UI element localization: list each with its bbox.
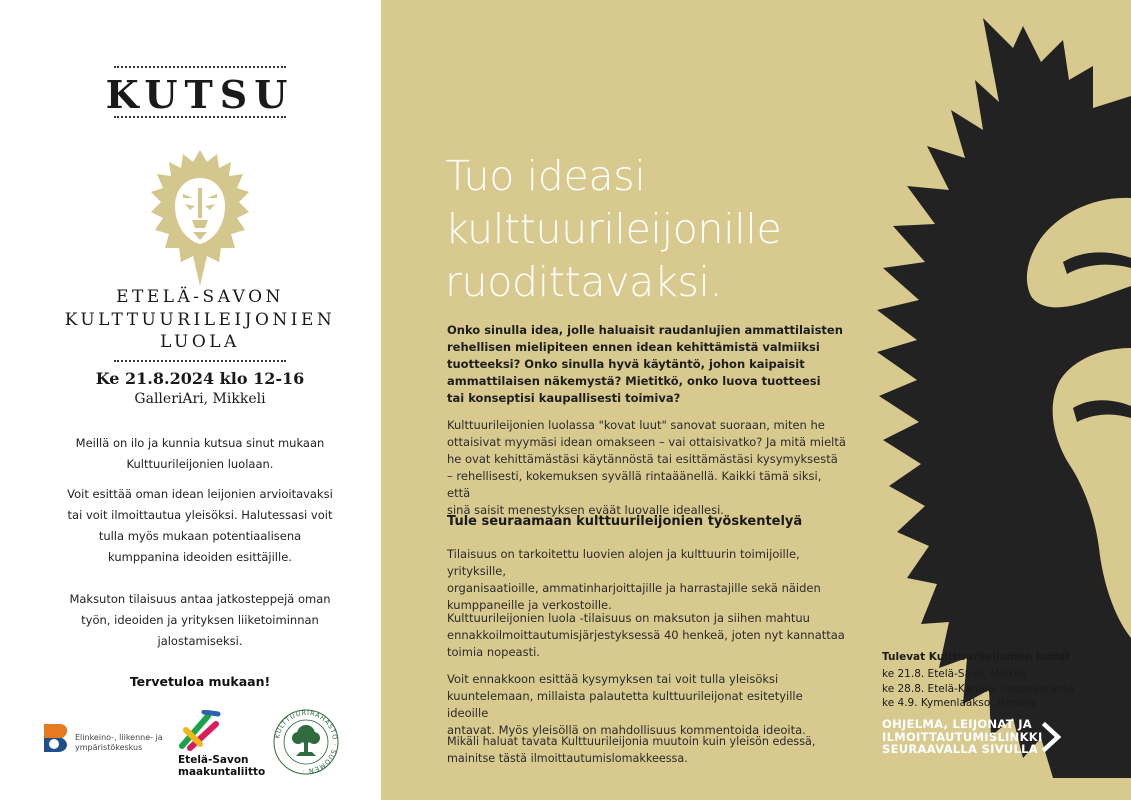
callout-line: ILMOITTAUTUMISLINKKI	[882, 729, 1043, 744]
body-paragraph-4	[447, 671, 847, 739]
text-line: sinä saisit menestyksen eväät luovalle ideallesi.	[447, 503, 724, 517]
text-line: antavat. Myös yleisöllä on mahdollisuus kommentoida ideoita.	[447, 723, 806, 737]
text-line: tulla myös mukaan potentiaalisena	[98, 529, 302, 543]
text-line: Kulttuurileijonien luolassa "kovat luut" sanovat suoraan, miten he	[447, 418, 825, 432]
text-line: Mikäli haluat tavata Kulttuurileijonia muutoin kuin yleisön edessä,	[447, 735, 816, 748]
body-paragraph-5	[447, 733, 847, 767]
text-line: tai konseptisi kaupallisesti toimiva?	[447, 391, 681, 405]
dotted-divider	[114, 116, 286, 118]
cultural-foundation-logo-icon	[272, 708, 340, 776]
text-line: he ovat kehittämästäsi käytännöstä tai esittämästäsi kysymyksestä	[447, 452, 838, 466]
text-line: ennakkoilmoittautumisjärjestyksessä 40 henkeä, joten nyt kannattaa	[447, 628, 845, 642]
dotted-divider	[114, 66, 286, 68]
upcoming-events-box	[882, 651, 1122, 711]
invitation-left-panel	[0, 0, 381, 800]
org-name-line-3: LUOLA	[160, 332, 240, 352]
upcoming-item: ke 28.8. Etelä-Karjala, Lappeenranta	[882, 682, 1074, 695]
event-date: Ke 21.8.2024 klo 12-16	[95, 369, 305, 388]
text-line: Voit ennakkoon esittää kysymyksen tai voit tulla yleisöksi	[447, 672, 779, 686]
text-line: – rehellisesti, kokemuksen syvällä rintaäänellä. Kaikki tämä siksi, että	[447, 469, 822, 500]
text-line: työn, ideoiden ja yrityksen liiketoiminnan	[81, 613, 319, 627]
text-line: Voit esittää oman idean leijonien arvioitavaksi	[67, 487, 333, 501]
text-line: ammattilaisen näkemystä? Mietitkö, onko luova tuotteesi	[447, 374, 821, 388]
upcoming-item: ke 21.8. Etelä-Savo, Mikkeli	[882, 668, 1027, 680]
text-line: kumppanina ideoiden esittäjille.	[108, 550, 292, 564]
invite-paragraph-3	[0, 589, 400, 652]
text-line: Meillä on ilo ja kunnia kutsua sinut mukaan	[75, 436, 325, 450]
dotted-divider	[114, 360, 286, 362]
event-place: GalleriAri, Mikkeli	[134, 391, 266, 407]
text-line: kuuntelemaan, millaista palautetta kulttuurileijonat esitetyille ideoille	[447, 689, 803, 720]
text-line: kumppaneille ja verkostoille.	[447, 598, 612, 612]
text-line: tuotteeksi? Onko sinulla hyvä käytäntö, johon kaipaisit	[447, 357, 805, 371]
callout-line: SEURAAVALLA SIVULLA	[882, 742, 1038, 756]
text-line: Maksuton tilaisuus antaa jatkosteppejä oman	[69, 592, 331, 606]
body-paragraph-2	[447, 546, 847, 614]
upcoming-item: ke 4.9. Kymenlaakso, Hamina	[882, 697, 1038, 709]
upcoming-title: Tulevat Kulttuurileijonien luolat	[882, 651, 1071, 663]
ely-centre-logo	[40, 720, 180, 760]
text-line: Kulttuurileijonien luola -tilaisuus on maksuton ja siihen mahtuu	[447, 611, 810, 625]
body-paragraph-1	[447, 417, 847, 519]
lion-logo-icon	[145, 148, 255, 288]
section-subheading: Tule seuraamaan kulttuurileijonien työskentelyä	[447, 514, 803, 529]
text-line: Kulttuurileijonien luolaan.	[126, 457, 274, 471]
body-paragraph-3	[447, 610, 847, 661]
headline-line: Tuo ideasi	[445, 152, 646, 200]
etela-savo-regional-council-logo	[178, 710, 268, 780]
invite-paragraph-2	[0, 484, 400, 568]
invite-paragraph-1	[0, 433, 400, 475]
org-name-line-1: ETELÄ-SAVON	[116, 287, 284, 307]
foundation-logo-text: KULTTUURIRAHASTO · SUOMEN ·	[273, 708, 340, 776]
invitation-title: KUTSU	[105, 72, 295, 117]
org-name-line-2: KULTTUURILEIJONIEN	[64, 310, 336, 330]
regional-council-logo-icon	[178, 710, 222, 752]
ely-logo-icon	[40, 720, 72, 754]
regional-council-logo-text: maakuntaliitto	[178, 766, 266, 778]
text-line: Tilaisuus on tarkoitettu luovien alojen ja kulttuurin toimijoille, yrityksille,	[447, 547, 800, 578]
ely-logo-text: ympäristökeskus	[75, 743, 143, 752]
text-line: jalostamiseksi.	[157, 634, 243, 648]
callout-line: OHJELMA, LEIJONAT JA	[882, 717, 1032, 731]
text-line: tai voit ilmoittautua yleisöksi. Halutessasi voit	[67, 508, 333, 522]
chevron-right-icon[interactable]	[1041, 722, 1063, 752]
regional-council-logo-text: Etelä-Savon	[178, 754, 249, 766]
intro-paragraph	[447, 322, 847, 407]
text-line: rehellisen mielipiteen ennen idean kehittämistä valmiiksi	[447, 340, 820, 354]
text-line: toimia nopeasti.	[447, 645, 540, 659]
welcome-text: Tervetuloa mukaan!	[129, 674, 271, 689]
headline	[445, 150, 845, 309]
invitation-right-panel	[381, 0, 1131, 800]
headline-line: ruodittavaksi.	[445, 258, 723, 306]
text-line: organisaatioille, ammatinharjoittajille ja harrastajille sekä näiden	[447, 581, 821, 595]
text-line: mainitse tästä ilmoittautumislomakkeessa.	[447, 752, 688, 765]
headline-line: kulttuurileijonille	[445, 205, 782, 253]
ely-logo-text: Elinkeino-, liikenne- ja	[75, 733, 163, 742]
text-line: ottaisivat myymäsi idean omakseen – vai ottaisivatko? Ja mitä mieltä	[447, 435, 846, 449]
text-line: Onko sinulla idea, jolle haluaisit raudanlujien ammattilaisten	[447, 323, 843, 337]
